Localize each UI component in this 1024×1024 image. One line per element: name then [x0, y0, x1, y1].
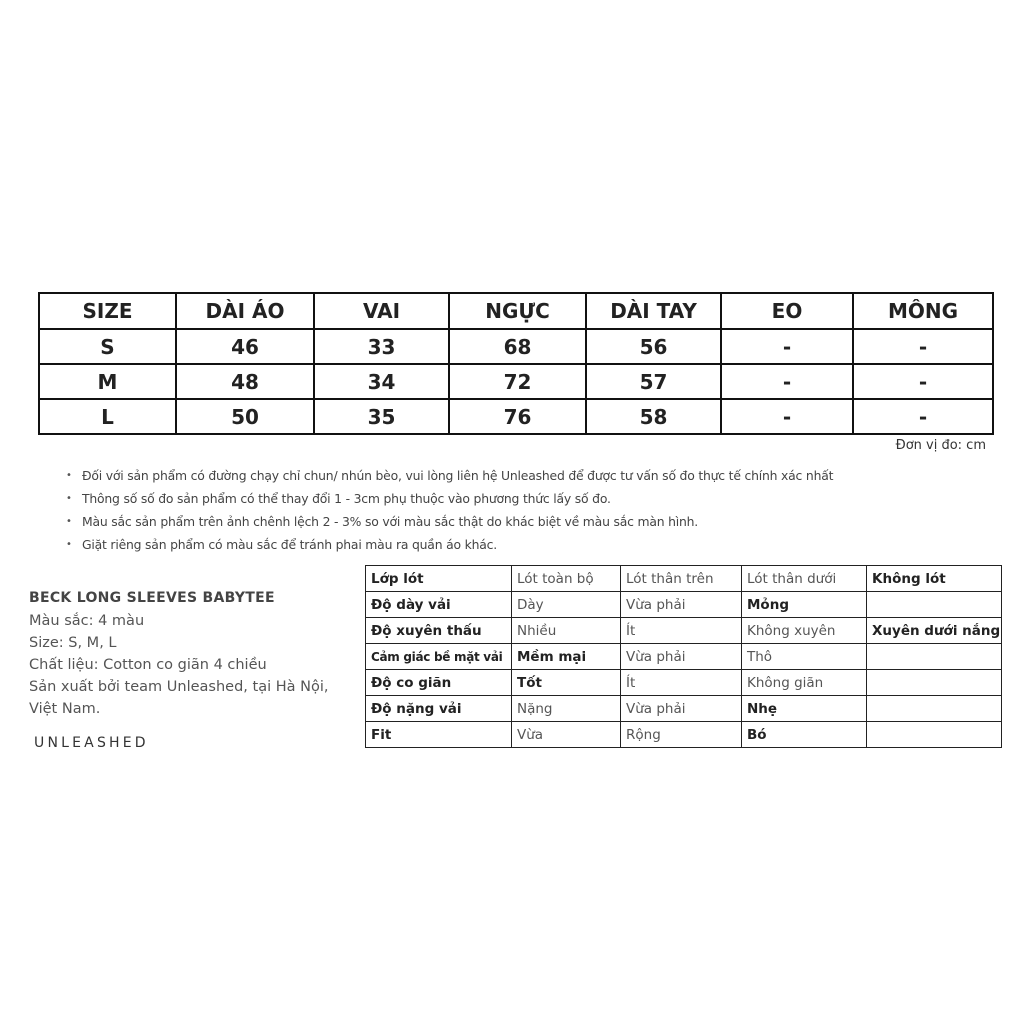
fabric-option-cell	[867, 592, 1002, 618]
note-item: • Đối với sản phẩm có đường chạy chỉ chun/ nhún bèo, vui lòng liên hệ Unleashed để được tư vấn số đo thực tế chính xác nhất	[62, 464, 833, 487]
fabric-option-cell: Xuyên dưới nắng	[867, 618, 1002, 644]
fabric-option-cell: Nặng	[512, 696, 621, 722]
fabric-option-cell: Mỏng	[742, 592, 867, 618]
fabric-option-cell	[867, 644, 1002, 670]
size-table-cell: 33	[314, 329, 449, 364]
brand-logo: UNLEASHED	[34, 735, 149, 751]
size-table-row	[39, 364, 993, 399]
size-table-row	[39, 399, 993, 434]
size-table-cell: 46	[176, 329, 314, 364]
fabric-table-row	[366, 592, 1002, 618]
fabric-property-label: Độ xuyên thấu	[366, 618, 512, 644]
size-table-cell: 34	[314, 364, 449, 399]
size-table-header: SIZE	[39, 293, 176, 329]
fabric-property-label: Độ nặng vải	[366, 696, 512, 722]
product-made-in: Sản xuất bởi team Unleashed, tại Hà Nội,	[29, 679, 329, 695]
fabric-table-row	[366, 644, 1002, 670]
product-name: BECK LONG SLEEVES BABYTEE	[29, 590, 275, 606]
fabric-table-row	[366, 618, 1002, 644]
fabric-properties-table	[365, 565, 1002, 748]
note-item: • Thông số số đo sản phẩm có thể thay đổi 1 - 3cm phụ thuộc vào phương thức lấy số đo.	[62, 487, 833, 510]
size-table-cell: -	[721, 399, 853, 434]
size-table-cell: 76	[449, 399, 586, 434]
care-notes-list	[62, 464, 833, 556]
fabric-option-cell: Không giãn	[742, 670, 867, 696]
fabric-option-cell: Vừa phải	[621, 592, 742, 618]
size-table-cell: -	[721, 364, 853, 399]
fabric-option-cell: Mềm mại	[512, 644, 621, 670]
size-table-cell: 56	[586, 329, 721, 364]
fabric-property-label: Độ co giãn	[366, 670, 512, 696]
fabric-option-cell	[867, 696, 1002, 722]
size-table-cell: 50	[176, 399, 314, 434]
fabric-option-cell: Vừa	[512, 722, 621, 748]
fabric-option-cell: Nhẹ	[742, 696, 867, 722]
size-table-cell: -	[721, 329, 853, 364]
size-table-header: MÔNG	[853, 293, 993, 329]
fabric-option-cell: Lót toàn bộ	[512, 566, 621, 592]
fabric-option-cell: Vừa phải	[621, 644, 742, 670]
size-table-cell: 72	[449, 364, 586, 399]
product-color: Màu sắc: 4 màu	[29, 613, 145, 629]
fabric-option-cell: Ít	[621, 618, 742, 644]
fabric-option-cell: Không xuyên	[742, 618, 867, 644]
product-sizes: Size: S, M, L	[29, 635, 117, 651]
size-table-cell: 68	[449, 329, 586, 364]
size-table-header: DÀI ÁO	[176, 293, 314, 329]
fabric-option-cell: Dày	[512, 592, 621, 618]
fabric-option-cell: Thô	[742, 644, 867, 670]
fabric-option-cell: Bó	[742, 722, 867, 748]
fabric-option-cell: Lót thân trên	[621, 566, 742, 592]
product-made-in-cont: Việt Nam.	[29, 701, 101, 717]
fabric-table-row	[366, 670, 1002, 696]
fabric-property-label: Cảm giác bề mặt vải	[366, 644, 512, 670]
fabric-option-cell: Lót thân dưới	[742, 566, 867, 592]
fabric-option-cell: Nhiều	[512, 618, 621, 644]
unit-note: Đơn vị đo: cm	[895, 438, 986, 453]
fabric-property-label: Độ dày vải	[366, 592, 512, 618]
fabric-option-cell	[867, 722, 1002, 748]
size-table-cell: 48	[176, 364, 314, 399]
fabric-option-cell: Rộng	[621, 722, 742, 748]
product-info	[29, 586, 328, 720]
size-table-cell: -	[853, 399, 993, 434]
note-item: • Giặt riêng sản phẩm có màu sắc để tránh phai màu ra quần áo khác.	[62, 533, 833, 556]
fabric-property-label: Lớp lót	[366, 566, 512, 592]
size-table-header-row	[39, 293, 993, 329]
fabric-option-cell: Vừa phải	[621, 696, 742, 722]
size-table-header: DÀI TAY	[586, 293, 721, 329]
size-table-cell: 35	[314, 399, 449, 434]
size-table-cell: -	[853, 364, 993, 399]
note-item: • Màu sắc sản phẩm trên ảnh chênh lệch 2 - 3% so với màu sắc thật do khác biệt về màu sắc màn hình.	[62, 510, 833, 533]
fabric-table-row	[366, 566, 1002, 592]
fabric-option-cell: Tốt	[512, 670, 621, 696]
size-table-cell: 57	[586, 364, 721, 399]
fabric-table-row	[366, 696, 1002, 722]
size-table-header: EO	[721, 293, 853, 329]
product-material: Chất liệu: Cotton co giãn 4 chiều	[29, 657, 267, 673]
size-table-row	[39, 329, 993, 364]
fabric-property-label: Fit	[366, 722, 512, 748]
size-table-cell: S	[39, 329, 176, 364]
size-table-header: VAI	[314, 293, 449, 329]
size-table-header: NGỰC	[449, 293, 586, 329]
fabric-option-cell: Ít	[621, 670, 742, 696]
fabric-option-cell	[867, 670, 1002, 696]
size-chart-table	[38, 292, 994, 435]
size-table-cell: -	[853, 329, 993, 364]
size-table-cell: L	[39, 399, 176, 434]
fabric-option-cell: Không lót	[867, 566, 1002, 592]
fabric-table-row	[366, 722, 1002, 748]
size-table-cell: 58	[586, 399, 721, 434]
size-table-cell: M	[39, 364, 176, 399]
